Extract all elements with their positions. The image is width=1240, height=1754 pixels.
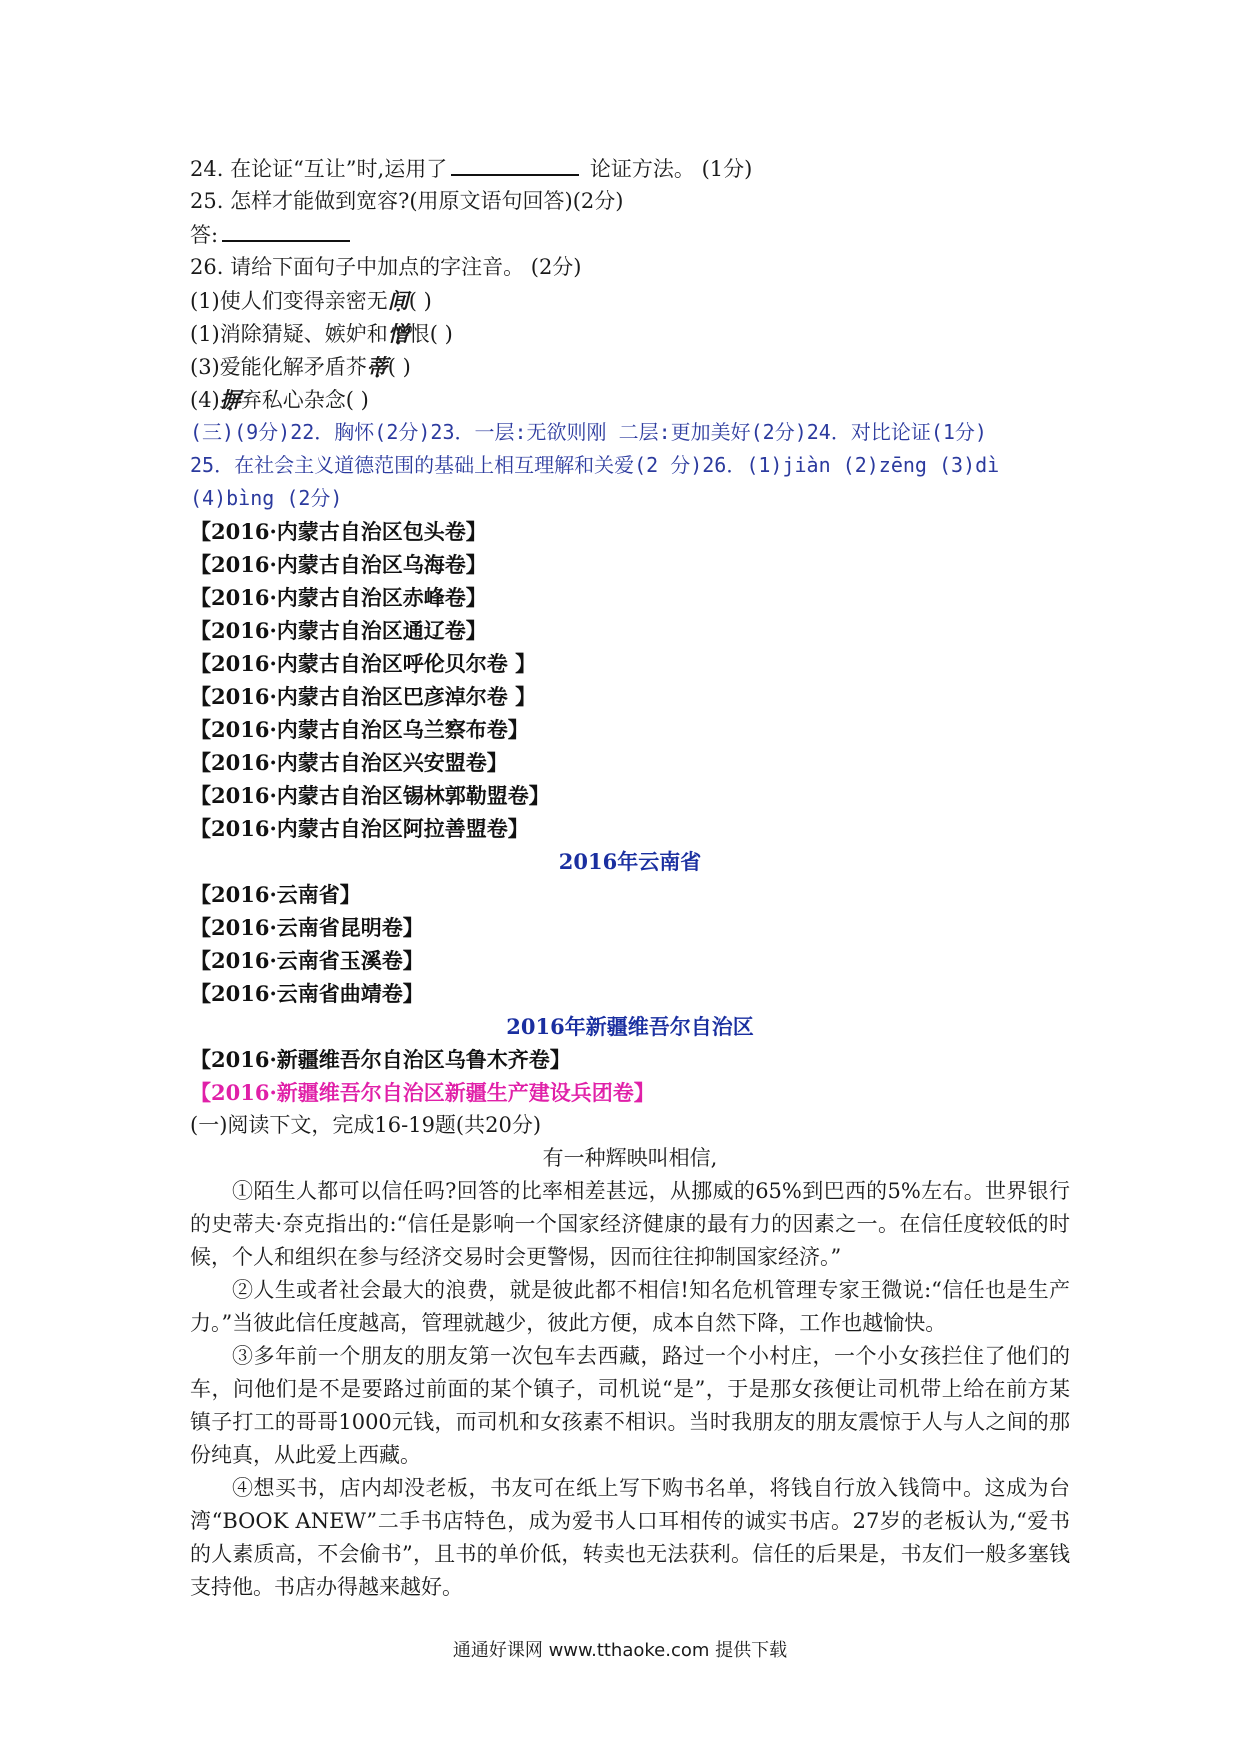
question-26-item-2: (1)消除猜疑、嫉妒和憎恨( ) (190, 321, 453, 346)
section-heading: 【2016·内蒙古自治区阿拉善盟卷】 (190, 816, 529, 841)
page-footer: 通通好课网 www.tthaoke.com 提供下载 (452, 1640, 788, 1661)
answer-key-line-2: 25．在社会主义道德范围的基础上相互理解和关爱(2 分)26．(1)jiàn (2)zēng (3)dì (190, 453, 1000, 477)
article-body (190, 1175, 1070, 1604)
section-heading: 【2016·新疆维吾尔自治区乌鲁木齐卷】 (190, 1047, 571, 1072)
answer-blank (451, 152, 579, 176)
section-heading: 【2016·云南省昆明卷】 (190, 915, 424, 940)
section-heading: 【2016·内蒙古自治区呼伦贝尔卷 】 (190, 651, 537, 676)
section-heading: 【2016·内蒙古自治区赤峰卷】 (190, 585, 487, 610)
answer-line: 答: (190, 218, 1070, 252)
paragraph-3: ③多年前一个朋友的朋友第一次包车去西藏，路过一个小村庄，一个小女孩拦住了他们的车，问他们是不是要路过前面的某个镇子，司机说“是”，于是那女孩便让司机带上给在前方某镇子打工的哥哥1000元钱，而司机和女孩素不相识。当时我朋友的朋友震惊于人与人之间的那份纯真，从此爱上西藏。 (190, 1344, 1070, 1467)
section-heading: 【2016·内蒙古自治区兴安盟卷】 (190, 750, 508, 775)
section-heading: 【2016·内蒙古自治区乌海卷】 (190, 552, 487, 577)
article-title: 有一种辉映叫相信, (542, 1146, 718, 1170)
answer-key-line-1: (三)(9分)22．胸怀(2分)23．一层:无欲则刚 二层:更加美好(2分)24．对比论证(1分) (190, 420, 987, 444)
section-heading-highlighted: 【2016·新疆维吾尔自治区新疆生产建设兵团卷】 (190, 1080, 655, 1105)
paragraph-2: ②人生或者社会最大的浪费，就是彼此都不相信!知名危机管理专家王微说:“信任也是生产力。”当彼此信任度越高，管理就越少，彼此方便，成本自然下降，工作也越愉快。 (190, 1278, 1070, 1335)
paragraph-1: ①陌生人都可以信任吗?回答的比率相差甚远，从挪威的65%到巴西的5%左右。世界银行的史蒂夫·奈克指出的:“信任是影响一个国家经济健康的最有力的因素之一。在信任度较低的时候，个人和组织在参与经济交易时会更警惕，因而往往抑制国家经济。” (190, 1179, 1070, 1269)
question-26-item-3: (3)爱能化解矛盾芥蒂( ) (190, 354, 411, 379)
question-26-item-4: (4)摒弃私心杂念( ) (190, 387, 369, 412)
province-title: 2016年新疆维吾尔自治区 (506, 1014, 754, 1039)
section-heading: 【2016·内蒙古自治区锡林郭勒盟卷】 (190, 783, 550, 808)
section-heading: 【2016·内蒙古自治区巴彦淖尔卷 】 (190, 684, 537, 709)
section-heading: 【2016·内蒙古自治区通辽卷】 (190, 618, 487, 643)
question-26-item-1: (1)使人们变得亲密无间( ) (190, 288, 432, 313)
answer-key-line-3: (4)bìng (2分) (190, 486, 343, 510)
section-heading: 【2016·内蒙古自治区包头卷】 (190, 519, 487, 544)
question-24: 24. 在论证“互让”时,运用了 论证方法。 (1分) (190, 152, 1070, 186)
paragraph-4: ④想买书，店内却没老板，书友可在纸上写下购书名单，将钱自行放入钱筒中。这成为台湾“BOOK ANEW”二手书店特色，成为爱书人口耳相传的诚实书店。27岁的老板认为,“爱书的人素质高，不会偷书”，且书的单价低，转卖也无法获利。信任的后果是，书友们一般多塞钱支持他。书店办得越来越好。 (190, 1476, 1070, 1599)
province-title: 2016年云南省 (558, 849, 702, 874)
section-heading: 【2016·云南省】 (190, 882, 361, 907)
question-26: 26. 请给下面句子中加点的字注音。 (2分) (190, 255, 582, 279)
section-heading: 【2016·云南省玉溪卷】 (190, 948, 424, 973)
question-25: 25. 怎样才能做到宽容?(用原文语句回答)(2分) (190, 189, 624, 213)
answer-blank (222, 218, 350, 242)
reading-intro: (一)阅读下文，完成16-19题(共20分) (190, 1113, 542, 1137)
section-heading: 【2016·内蒙古自治区乌兰察布卷】 (190, 717, 529, 742)
section-heading: 【2016·云南省曲靖卷】 (190, 981, 424, 1006)
